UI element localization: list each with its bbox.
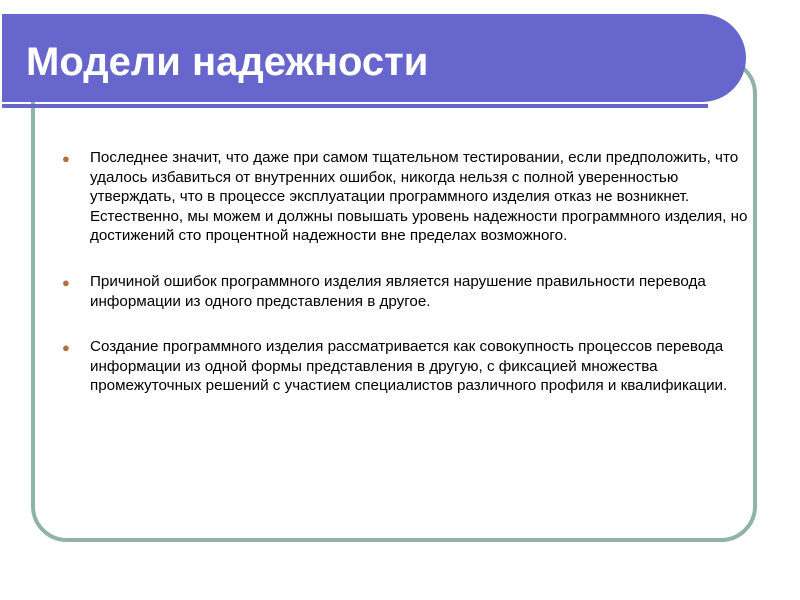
bullet-item xyxy=(62,272,750,311)
bullet-dot-icon: ● xyxy=(62,274,70,290)
bullet-dot-icon: ● xyxy=(62,151,70,166)
bullet-dot-icon: ● xyxy=(62,340,70,356)
title-underline xyxy=(2,104,708,108)
bullet-item xyxy=(62,148,750,246)
bullet-text: Создание программного изделия рассматривается как совокупность процессов перевода информации из одной формы представления в другую, с фиксацией множества промежуточных решений с участием специалистов различного профиля и квалификации. xyxy=(90,338,728,395)
bullet-text: Последнее значит, что даже при самом тщательном тестировании, если предположить, что удалось избавиться от внутренних ошибок, никогда нельзя с полной уверенностью утверждать, что в процессе эксплуатации программного изделия отказ не возникнет. Естественно, мы можем и должны повышать уровень надежности программного изделия, но достижений сто процентной надежности вне пределах возможного. xyxy=(90,149,748,245)
bullet-item xyxy=(62,337,750,396)
slide-title: Модели надежности xyxy=(26,40,429,84)
bullet-list xyxy=(62,148,750,422)
bullet-text: Причиной ошибок программного изделия является нарушение правильности перевода информации из одного представления в другое. xyxy=(90,272,706,310)
